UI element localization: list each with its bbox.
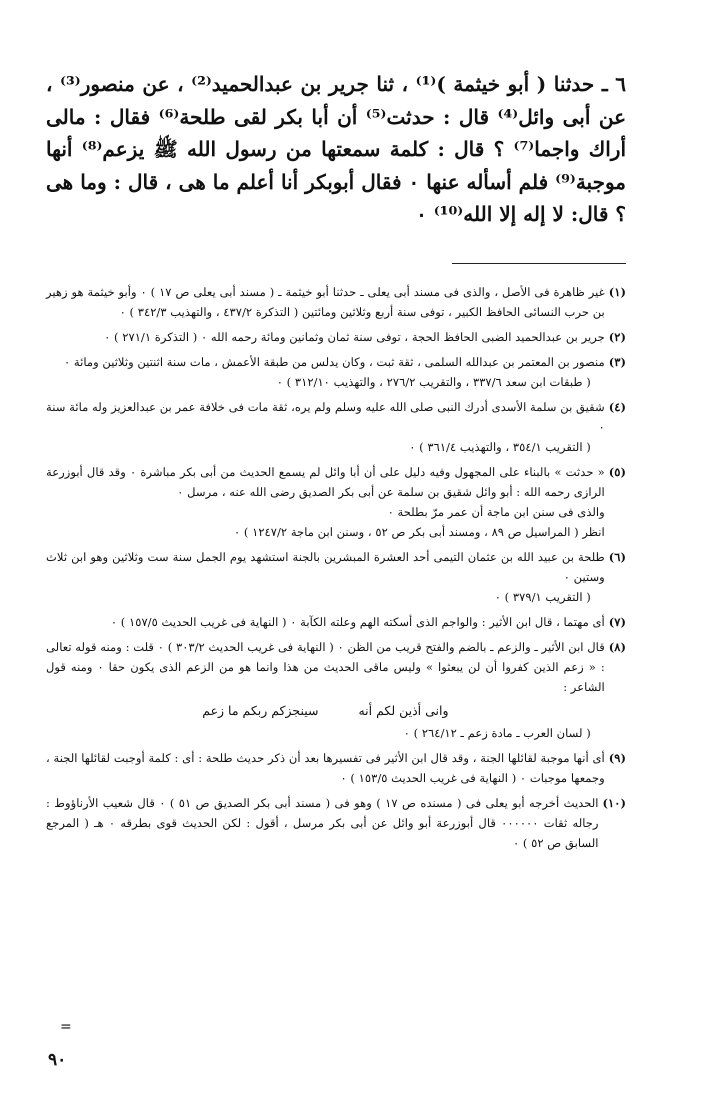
footnotes [46,282,626,853]
footnote-4 [46,397,626,457]
footnote-number: (٥) [608,464,626,479]
footnote-number: (١٠) [602,795,626,810]
footnote-text: جرير بن عبدالحميد الضبى الحافظ الحجة ، توفى سنة ثمان وثمانين ومائة رحمه الله ٠ ( التذكرة ٢٧١/١ ) ٠ [104,329,605,344]
footnote-number: (١) [608,284,626,299]
footnote-number: (٤) [608,399,626,414]
footnote-reference: انظر ( المراسيل ص ٨٩ ، ومسند أبى بكر ص ٥٢ ، وسنن ابن ماجة ١٢٤٧/٢ ) ٠ [233,524,605,539]
footnote-number: (٢) [608,329,626,344]
footnote-7 [46,612,626,632]
footnote-number: (٩) [608,750,626,765]
footnote-text: أى أنها موجبة لقائلها الجنة ، وقد قال ابن الأثير فى تفسيرها بعد أن ذكر حديث طلحة : أى : كلمة أوجبت لقائلها الجنة ، وجمعها موجبات ٠ ( النهاية فى غريب الحديث ١٥٣/٥ ) ٠ [46,750,605,785]
page-content [46,68,626,858]
footnote-6 [46,547,626,607]
footnote-text: قال ابن الأثير ـ والزعم ـ بالضم والفتح قريب من الظن ٠ ( النهاية فى غريب الحديث ٣٠٣/٢ ) ٠ قلت : ومنه قوله تعالى : « زعم الذين كفروا أن لن يبعثوا » وليس ماقى الحديث من هذا وانما هو من الزعم الذى يكون حقا ٠ ومنه قول الشاعر : [46,639,605,694]
verse-hemistich-first: وانى أذين لكم أنه [358,702,449,718]
footnote-text: الحديث أخرجه أبو يعلى فى ( مسنده ص ١٧ ) وهو فى ( مسند أبى بكر الصديق ص ٥١ ) ٠ قال شعيب الأرناؤوط : رجاله ثقات ٠٠٠٠٠٠ قال أبوزرعة أبو وائل عن أبى بكر مرسل ، أقول : لكن الحديث قوى بطرقه ٠ هـ ( المرجع السابق ص ٥٢ ) ٠ [46,795,599,850]
footnote-reference: ( التقريب ٣٧٩/١ ) ٠ [494,589,591,604]
footnote-text: منصور بن المعتمر بن عبدالله السلمى ، ثقة ثبت ، وكان يدلس من طبقة الأعمش ، مات سنة اثنتين وثلاثين ومائة ٠ [63,354,605,369]
footnote-text: والذى فى سنن ابن ماجة أن عمر مرّ بطلحة ٠ [387,504,605,519]
poetry-verse [46,701,605,721]
footnote-text: شقيق بن سلمة الأسدى أدرك النبى صلى الله عليه وسلم ولم يره، ثقة مات فى خلافة عمر بن عبدالعزيز وله مائة سنة ٠ [46,399,605,434]
footnote-5 [46,462,626,542]
footnote-9 [46,748,626,788]
verse-hemistich-second: سينجزكم ربكم ما زعم [202,702,319,718]
footnote-text: طلحة بن عبيد الله بن عثمان التيمى أحد العشرة المبشرين بالجنة استشهد يوم الجمل سنة ست وثلاثين وهو ابن ثلاث وستين ٠ [46,549,605,584]
margin-mark: = [60,1019,72,1035]
footnote-2 [46,327,626,347]
footnote-1 [46,282,626,322]
footnote-3 [46,352,626,392]
footnote-reference: ( طبقات ابن سعد ٣٣٧/٦ ، والتقريب ٢٧٦/٢ ، والتهذيب ٣١٢/١٠ ) ٠ [276,374,591,389]
footnote-reference: ( التقريب ٣٥٤/١ ، والتهذيب ٣٦١/٤ ) ٠ [409,439,591,454]
footnote-text: « حدثت » بالبناء على المجهول وفيه دليل على أن أبا وائل لم يسمع الحديث من أبى بكر مباشرة ٠ وقد قال أبوزرعة الرازى رحمه الله : أبو وائل شقيق بن سلمة عن أبى بكر الصديق رضى الله عنه ، مرسل ٠ [46,464,605,499]
hadith-text: ٦ ـ حدثنا ( أبو خيثمة )⁽¹⁾ ، ثنا جرير بن عبدالحميد⁽²⁾ ، عن منصور⁽³⁾ ، عن أبى وائل⁽⁴⁾ قال : حدثت⁽⁵⁾ أن أبا بكر لقى طلحة⁽⁶⁾ فقال : مالى أراك واجما⁽⁷⁾ ؟ قال : كلمة سمعتها من رسول الله ﷺ يزعم⁽⁸⁾ أنها موجبة⁽⁹⁾ فلم أسأله عنها ٠ فقال أبوبكر أنا أعلم ما هى ، قال : وما هى ؟ قال: لا إله إلا الله⁽¹⁰⁾ ٠ [46,72,627,226]
footnote-text: غير ظاهرة فى الأصل ، والذى فى مسند أبى يعلى ـ حدثنا أبو خيثمة ـ ( مسند أبى يعلى ص ١٧ ) ٠ وأبو خيثمة هو زهير بن حرب النسائى الحافظ الكبير ، توفى سنة أربع وثلاثين ومائتين ( التذكرة ٤٣٧/٢ ، والتهذيب ٣٤٢/٣ ) ٠ [46,284,605,319]
footnote-number: (٧) [608,614,626,629]
footnote-reference: ( لسان العرب ـ مادة زعم ـ ٢٦٤/١٢ ) ٠ [403,725,591,740]
footnote-10 [46,793,626,853]
footnote-separator [452,263,626,264]
page-number: ٩٠ [48,1050,67,1070]
footnote-number: (٨) [608,639,626,654]
footnote-8 [46,637,626,743]
footnote-number: (٦) [608,549,626,564]
footnote-number: (٣) [608,354,626,369]
footnote-text: أى مهتما ، قال ابن الأثير : والواجم الذى أسكته الهم وعلته الكآبة ٠ ( النهاية فى غريب الحديث ١٥٧/٥ ) ٠ [110,614,605,629]
